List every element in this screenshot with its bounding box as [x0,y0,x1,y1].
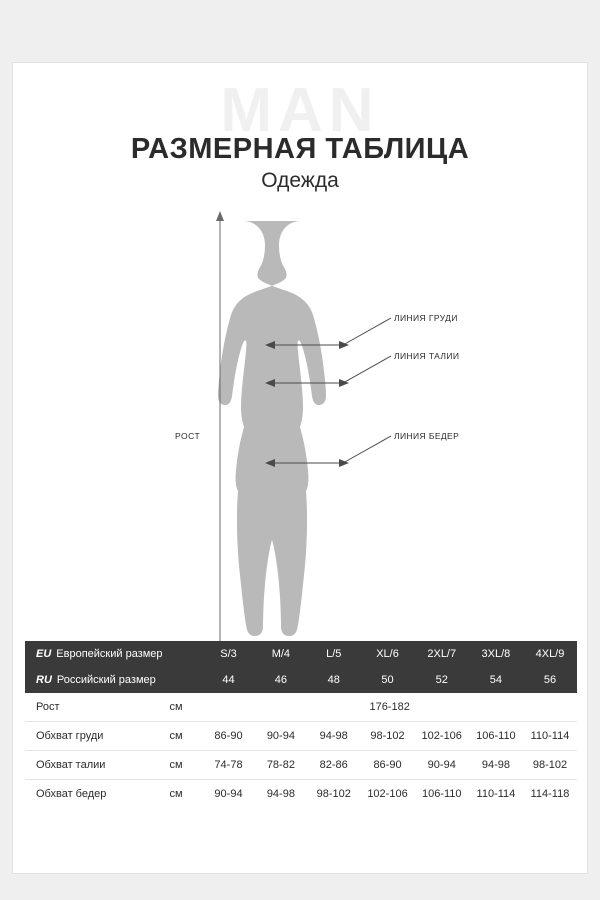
row-value-waist-0: 74-78 [202,751,254,780]
row-label-height: Рост [25,693,167,722]
size-table [25,641,577,808]
header-cell-eu-1: M/4 [271,648,291,660]
header-cell-ru-3: 50 [381,674,394,686]
row-unit-chest: см [167,722,202,751]
header-cell-eu-2: L/5 [326,648,342,660]
row-unit-waist: см [167,751,202,780]
annotation-hips-label: ЛИНИЯ БЕДЕР [394,431,460,441]
header-code-eu: EU [36,648,52,660]
header-cell-ru-4: 52 [435,674,448,686]
table-row [25,693,577,722]
table-row [25,780,577,809]
row-value-chest-1: 90-94 [255,722,307,751]
figure-svg [13,193,588,693]
row-value-hips-4: 106-110 [421,788,462,800]
header-code-ru: RU [36,674,52,686]
header-cell-ru-6: 56 [543,674,557,686]
size-chart-page [12,62,588,874]
row-value-hips-6: 114-118 [530,788,570,800]
row-value-chest-2: 94-98 [307,722,360,751]
row-value-hips-3: 102-106 [367,788,408,800]
header-cell-eu-3: XL/6 [376,648,399,660]
row-value-waist-2: 82-86 [307,751,360,780]
male-silhouette-icon [218,221,326,636]
header-label-eu: Европейский размер [56,648,163,660]
row-value-height-merged: 176-182 [202,693,577,722]
header-label-ru: Российский размер [56,674,156,686]
row-unit-hips: см [169,788,183,800]
header-cell-ru-1: 46 [274,674,287,686]
header-cell-eu-0: S/3 [220,648,237,660]
row-label-waist: Обхват талии [25,751,167,780]
row-label-chest: Обхват груди [25,722,167,751]
header-cell-eu-4: 2XL/7 [427,648,457,660]
annotation-chest-label: ЛИНИЯ ГРУДИ [394,313,458,323]
page-subtitle: Одежда [261,169,339,192]
watermark-text: MAN [220,76,380,145]
row-value-hips-2: 98-102 [316,788,351,800]
size-table-wrapper [25,641,577,808]
row-unit-height: см [167,693,202,722]
row-value-waist-1: 78-82 [255,751,307,780]
row-value-chest-3: 98-102 [360,722,414,751]
row-value-waist-3: 86-90 [360,751,414,780]
row-value-chest-0: 86-90 [202,722,254,751]
size-table-head [25,641,577,693]
page-title: РАЗМЕРНАЯ ТАБЛИЦА [130,133,470,165]
height-label: РОСТ [175,431,201,441]
header-cell-ru-5: 54 [489,674,503,686]
header-cell-ru-label [25,667,202,693]
row-value-waist-4: 90-94 [415,751,469,780]
row-value-hips-1: 94-98 [266,788,295,800]
header-cell-eu-label [25,641,202,667]
height-arrow-top-head [216,211,224,221]
header-cell-eu-6: 4XL/9 [535,648,565,660]
table-row [25,722,577,751]
row-label-hips: Обхват бедер [36,788,107,800]
body-figure-diagram [13,193,588,693]
header-cell-ru-0: 44 [222,674,235,686]
row-value-chest-4: 102-106 [415,722,469,751]
row-value-waist-6: 98-102 [523,751,577,780]
header-cell-ru-2: 48 [327,674,340,686]
row-value-hips-5: 110-114 [476,788,516,800]
table-row [25,751,577,780]
header-cell-eu-5: 3XL/8 [481,648,511,660]
table-header-row-eu [25,641,577,667]
size-table-body [25,693,577,808]
annotation-waist-label: ЛИНИЯ ТАЛИИ [394,351,460,361]
table-header-row-ru [25,667,577,693]
row-value-hips-0: 90-94 [214,788,243,800]
row-value-waist-5: 94-98 [469,751,523,780]
row-value-chest-5: 106-110 [469,722,523,751]
row-value-chest-6: 110-114 [523,722,577,751]
